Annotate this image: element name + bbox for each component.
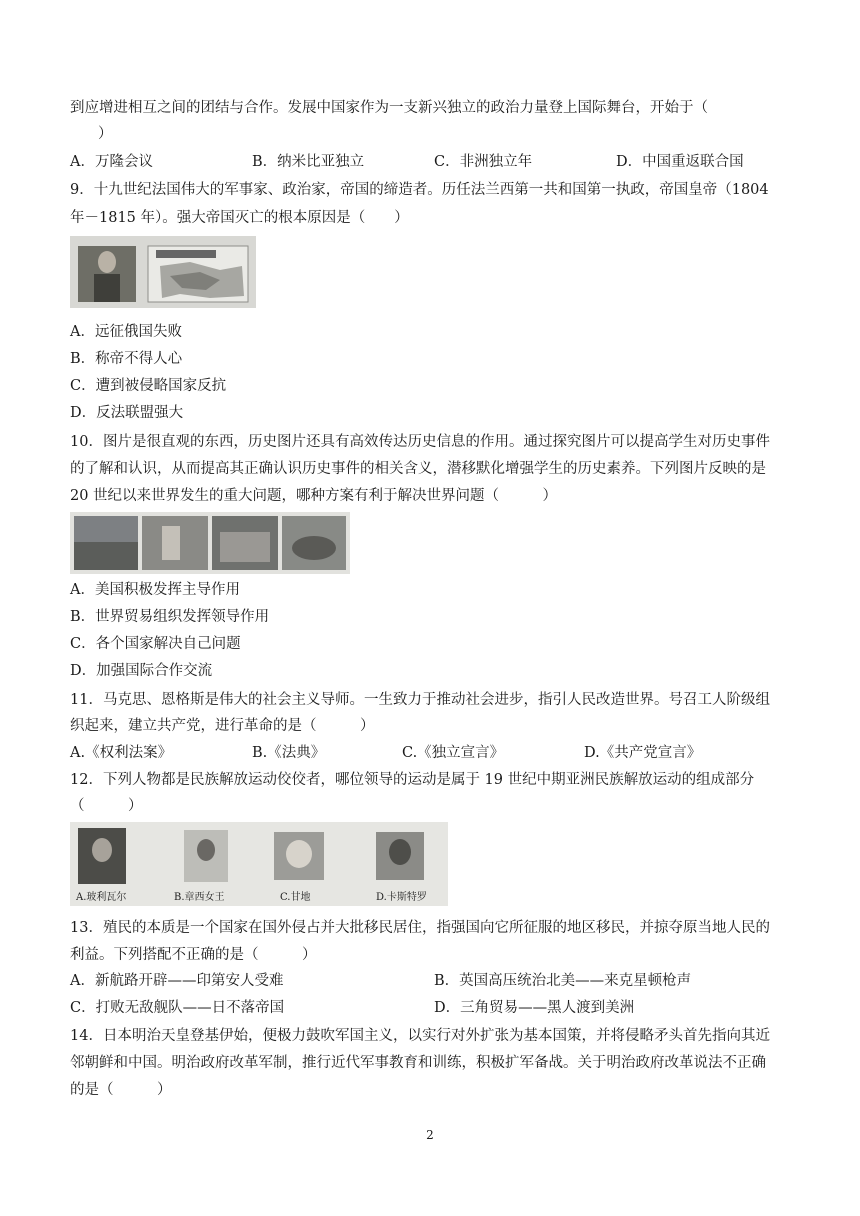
napoleon-figure <box>70 236 256 308</box>
q8-option-a[interactable]: A．万隆会议 <box>70 154 153 170</box>
q11-option-c[interactable]: C.《独立宣言》 <box>402 745 505 761</box>
q10-option-a[interactable]: A．美国积极发挥主导作用 <box>70 582 240 598</box>
q8-stem-line1: 到应增进相互之间的团结与合作。发展中国家作为一支新兴独立的政治力量登上国际舞台，开始于（ <box>70 100 708 116</box>
q10-stem-line1: 10．图片是很直观的东西，历史图片还具有高效传达历史信息的作用。通过探究图片可以提高学生对历史事件 <box>70 434 770 450</box>
q12-stem-line1: 12．下列人物都是民族解放运动佼佼者，哪位领导的运动是属于 19 世纪中期亚洲民族解放运动的组成部分 <box>70 772 755 788</box>
q10-stem-line3: 20 世纪以来世界发生的重大问题，哪种方案有利于解决世界问题（ ） <box>70 488 558 504</box>
q14-stem-line1: 14．日本明治天皇登基伊始，便极力鼓吹军国主义，以实行对外扩张为基本国策，并将侵略矛头首先指向其近 <box>70 1028 770 1044</box>
q10-option-d[interactable]: D．加强国际合作交流 <box>70 663 213 679</box>
q9-option-a[interactable]: A．远征俄国失败 <box>70 324 182 340</box>
q11-stem-line2: 织起来，建立共产党，进行革命的是（ ） <box>70 718 375 734</box>
leader-caption-d: D.卡斯特罗 <box>376 892 427 903</box>
q14-stem-line3: 的是（ ） <box>70 1082 172 1098</box>
q11-option-a[interactable]: A.《权利法案》 <box>70 745 173 761</box>
q13-stem-line2: 利益。下列搭配不正确的是（ ） <box>70 947 317 963</box>
page-number: 2 <box>426 1128 434 1142</box>
leader-caption-a: A.玻利瓦尔 <box>76 892 127 903</box>
q9-stem-line1: 9．十九世纪法国伟大的军事家、政治家，帝国的缔造者。历任法兰西第一共和国第一执政，帝国皇帝（1804 <box>70 182 769 198</box>
q8-option-c[interactable]: C．非洲独立年 <box>434 154 533 170</box>
q10-stem-line2: 的了解和认识，从而提高其正确认识历史事件的相关含义，潜移默化增强学生的历史素养。下列图片反映的是 <box>70 461 766 477</box>
q13-option-d[interactable]: D．三角贸易——黑人渡到美洲 <box>434 1000 635 1016</box>
q14-stem-line2: 邻朝鲜和中国。明治政府改革军制，推行近代军事教育和训练，积极扩军备战。关于明治政府改革说法不正确 <box>70 1055 766 1071</box>
world-issues-photos-art <box>70 512 350 574</box>
leaders-portraits <box>70 822 448 906</box>
world-issues-photos <box>70 512 350 574</box>
q13-stem-line1: 13．殖民的本质是一个国家在国外侵占并大批移民居住，指强国向它所征服的地区移民，并掠夺原当地人民的 <box>70 920 770 936</box>
napoleon-figure-art <box>70 236 256 308</box>
q13-option-c[interactable]: C．打败无敌舰队——日不落帝国 <box>70 1000 285 1016</box>
q10-option-b[interactable]: B．世界贸易组织发挥领导作用 <box>70 609 270 625</box>
q9-option-b[interactable]: B．称帝不得人心 <box>70 351 183 367</box>
q8-option-d[interactable]: D．中国重返联合国 <box>616 154 744 170</box>
q8-option-b[interactable]: B．纳米比亚独立 <box>252 154 365 170</box>
q9-option-c[interactable]: C．遭到被侵略国家反抗 <box>70 378 227 394</box>
q9-stem-line2: 年－1815 年）。强大帝国灭亡的根本原因是（ ） <box>70 210 409 226</box>
q13-option-a[interactable]: A．新航路开辟——印第安人受难 <box>70 973 284 989</box>
leader-caption-b: B.章西女王 <box>174 892 225 903</box>
q13-option-b[interactable]: B．英国高压统治北美——来克星顿枪声 <box>434 973 692 989</box>
q11-option-d[interactable]: D.《共产党宣言》 <box>584 745 702 761</box>
q8-stem-line2: ） <box>98 126 113 142</box>
q9-option-d[interactable]: D．反法联盟强大 <box>70 405 184 421</box>
q11-option-b[interactable]: B.《法典》 <box>252 745 326 761</box>
q11-stem-line1: 11．马克思、恩格斯是伟大的社会主义导师。一生致力于推动社会进步，指引人民改造世界。号召工人阶级组 <box>70 692 770 708</box>
q12-stem-line2: （ ） <box>70 798 143 814</box>
q10-option-c[interactable]: C．各个国家解决自己问题 <box>70 636 241 652</box>
leader-caption-c: C.甘地 <box>280 892 311 903</box>
